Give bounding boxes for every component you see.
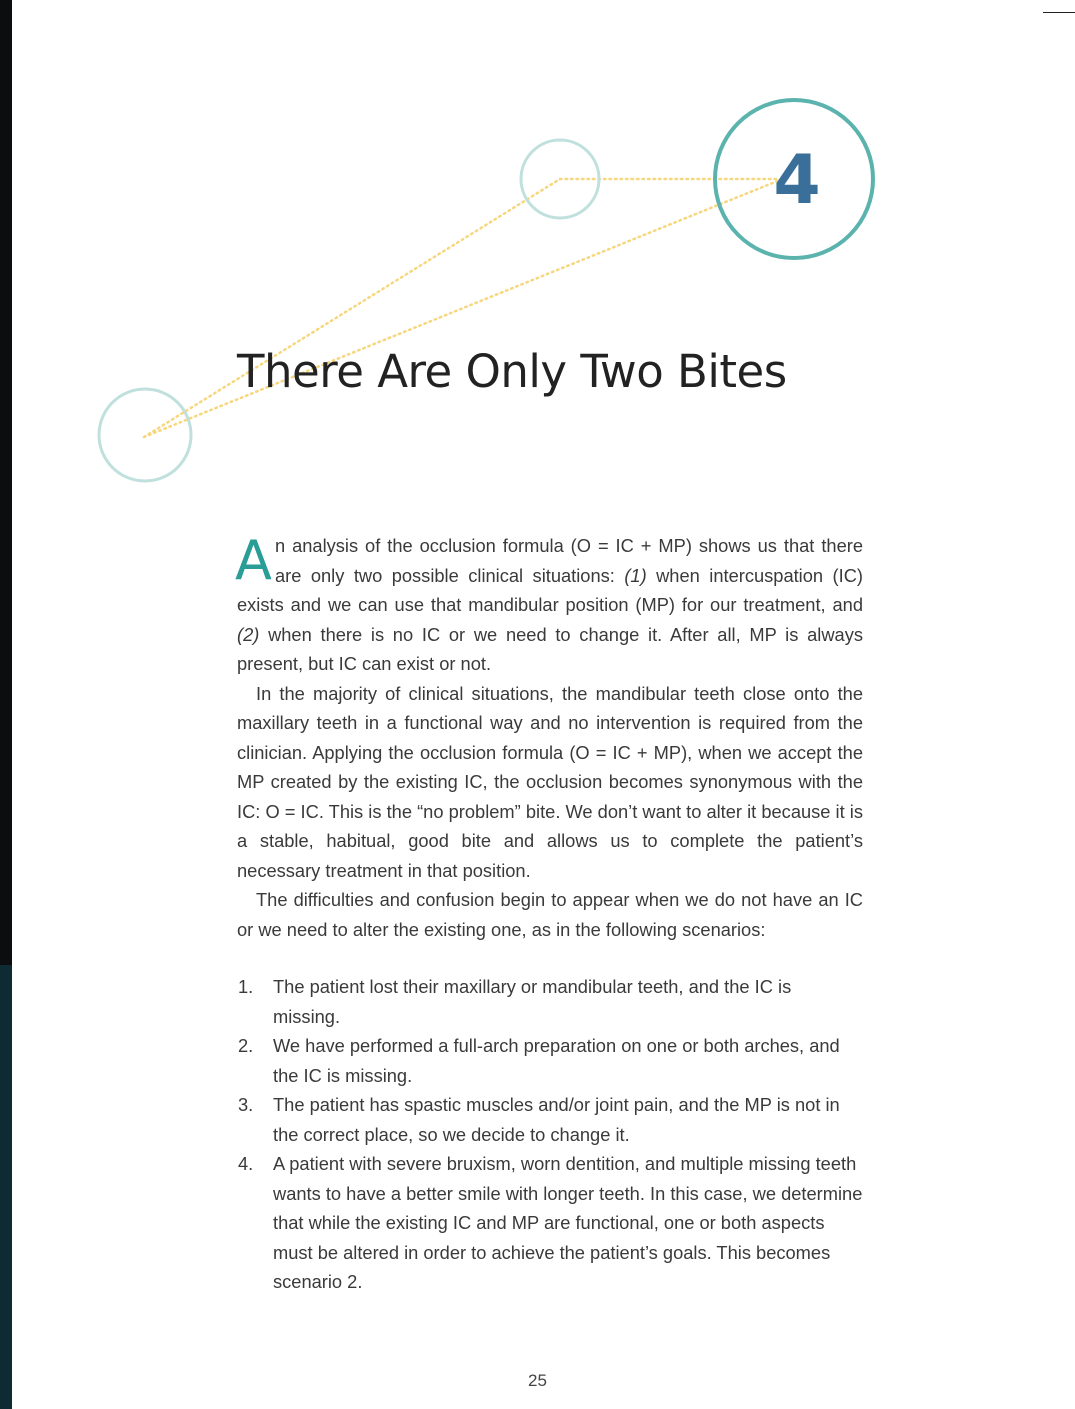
body-paragraph: In the majority of clinical situations, the mandibular teeth close onto the maxillary teeth in a functional way and no intervention is required from the clinician. Applying the occlusion formula (O = IC + MP), when we accept the MP created by the existing IC, the occlusion becomes synonymous with the IC: O = IC. This is the “no problem” bite. We don’t want to alter it because it is a stable, habitual, good bite and allows us to complete the patient’s necessary treatment in that position.: [237, 682, 863, 881]
list-item-text: The patient has spastic muscles and/or joint pain, and the MP is not in the correct place, so we decide to change it.: [273, 1094, 840, 1145]
dotted-line-lower: [144, 180, 780, 437]
intro-text-after-1: when intercuspation (IC) exists and we can use that mandibular position (MP) for our treatment, and: [237, 564, 863, 615]
intro-paragraph: [237, 531, 863, 679]
list-item-number: 3.: [238, 1094, 254, 1115]
chapter-body: [237, 531, 863, 1297]
page-number: 25: [528, 1371, 547, 1390]
scenario-list: [237, 972, 863, 1297]
chapter-number: 4: [773, 140, 821, 220]
list-item-text: We have performed a full-arch preparation on one or both arches, and the IC is missing.: [273, 1035, 840, 1086]
dotted-line-upper: [144, 179, 560, 437]
left-page-edge-lower: [0, 965, 12, 1409]
list-item: [237, 1149, 863, 1297]
drop-cap: A: [235, 529, 272, 592]
list-item-text: A patient with severe bruxism, worn dentition, and multiple missing teeth wants to have a better smile with longer teeth. In this case, we determine that while the existing IC and MP are functional, one or both aspects must be altered in order to achieve the patient’s goals. This becomes scenario 2.: [273, 1153, 863, 1292]
intro-text: n analysis of the occlusion formula (O = IC + MP) shows us that there are only two possible clinical situations:: [274, 535, 863, 586]
list-item-number: 2.: [238, 1035, 254, 1056]
intro-marker-1: (1): [624, 564, 647, 586]
list-item: [237, 972, 863, 1031]
list-item-number: 1.: [238, 976, 254, 997]
list-item: [237, 1090, 863, 1149]
chapter-title: There Are Only Two Bites: [237, 345, 787, 398]
intro-text-after-2: when there is no IC or we need to change it. After all, MP is always present, but IC can exist or not.: [237, 623, 863, 674]
chapter-decoration: [0, 0, 1075, 500]
list-item-text: The patient lost their maxillary or mandibular teeth, and the IC is missing.: [273, 976, 792, 1027]
list-item-number: 4.: [238, 1153, 254, 1174]
list-item: [237, 1031, 863, 1090]
body-paragraph: The difficulties and confusion begin to appear when we do not have an IC or we need to alter the existing one, as in the following scenarios:: [237, 889, 863, 940]
intro-marker-2: (2): [237, 623, 260, 645]
